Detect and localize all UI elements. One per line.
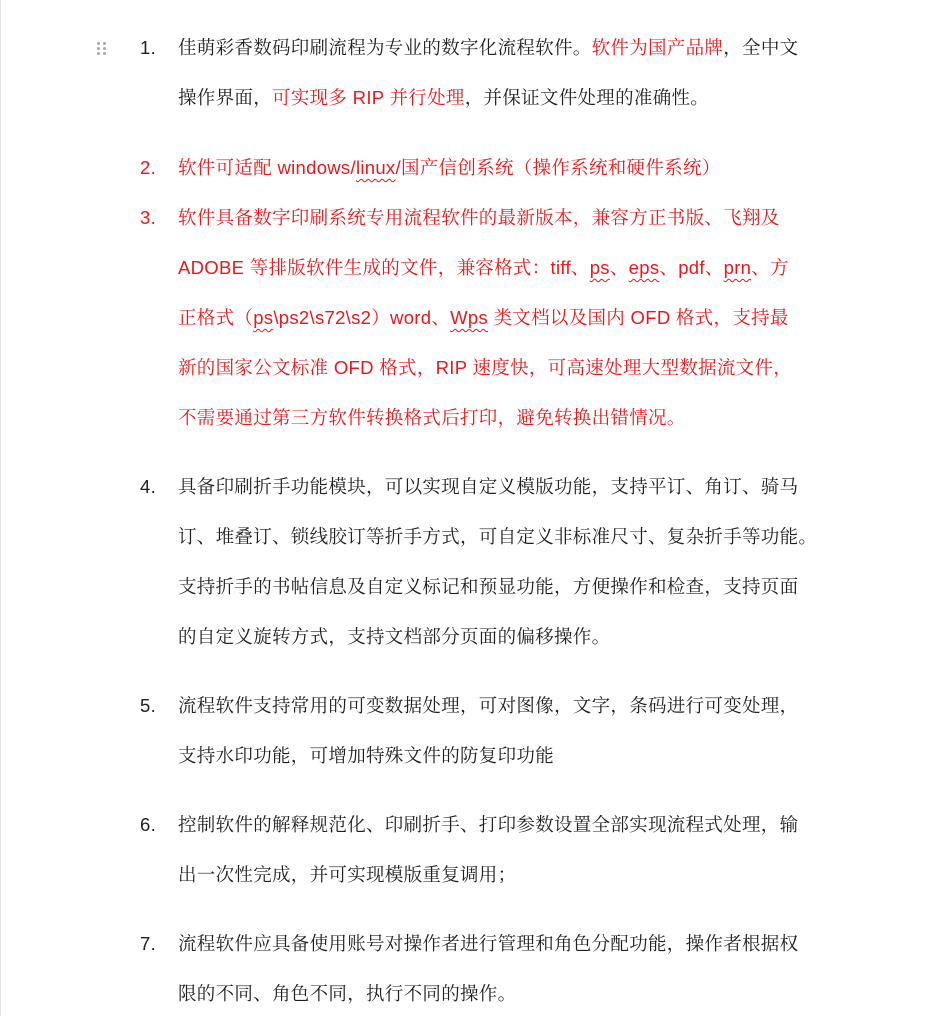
text-run: 限的不同、角色不同，执行不同的操作。 (178, 983, 517, 1004)
spellcheck-flagged-word: eps (628, 257, 660, 278)
text-run: 订、堆叠订、锁线胶订等折手方式，可自定义非标准尺寸、复杂折手等功能。 (178, 526, 818, 547)
text-run: /国产信创系统（操作系统和硬件系统） (395, 157, 721, 178)
list-number: 3. (140, 207, 157, 228)
text-run: ADOBE 等排版软件生成的文件，兼容格式：tiff、 (178, 257, 590, 278)
list-number: 5. (140, 695, 157, 716)
text-run: 操作界面， (178, 87, 273, 108)
list-number: 2. (140, 157, 157, 178)
text-run: 流程软件应具备使用账号对操作者进行管理和角色分配功能，操作者根据权 (178, 933, 799, 954)
text-run: 不需要通过第三方软件转换格式后打印，避免转换出错情况。 (178, 407, 686, 428)
text-run: 正格式（ (178, 307, 254, 328)
text-line (178, 731, 818, 781)
drag-handle-icon[interactable] (97, 42, 109, 56)
text-run: 出一次性完成，并可实现模版重复调用； (178, 864, 517, 885)
text-line (178, 850, 818, 900)
text-line (178, 243, 818, 293)
list-item-text (178, 193, 818, 443)
text-line (178, 681, 818, 731)
list-item-3[interactable] (140, 193, 820, 443)
text-line (178, 393, 818, 443)
list-item-text (178, 462, 818, 662)
list-item-text (178, 919, 818, 1019)
text-line (178, 562, 818, 612)
list-item-text (178, 681, 818, 781)
text-run: 、pdf、 (659, 257, 724, 278)
text-run: 可实现多 RIP 并行处理 (272, 87, 465, 108)
list-number: 7. (140, 933, 157, 954)
text-run: 流程软件支持常用的可变数据处理，可对图像，文字，条码进行可变处理， (178, 695, 799, 716)
text-line (178, 143, 818, 193)
text-line (178, 969, 818, 1019)
text-run: 新的国家公文标准 OFD 格式，RIP 速度快，可高速处理大型数据流文件， (178, 357, 793, 378)
text-run: 具备印刷折手功能模块，可以实现自定义模版功能，支持平订、角订、骑马 (178, 476, 799, 497)
text-run: 、方 (751, 257, 789, 278)
list-item-5[interactable] (140, 681, 820, 781)
text-run: 支持水印功能，可增加特殊文件的防复印功能 (178, 745, 555, 766)
text-run: 软件为国产品牌 (591, 37, 724, 58)
text-line (178, 343, 818, 393)
list-item-text (178, 800, 818, 900)
text-line (178, 293, 818, 343)
page-left-border (0, 0, 1, 1016)
text-run: 、 (609, 257, 629, 278)
text-line (178, 73, 818, 123)
list-item-text (178, 143, 818, 193)
list-item-text (178, 23, 818, 123)
text-run: 控制软件的解释规范化、印刷折手、打印参数设置全部实现流程式处理，输 (178, 814, 799, 835)
text-run: 类文档以及国内 OFD 格式，支持最 (488, 307, 789, 328)
list-number: 4. (140, 476, 157, 497)
text-run: ，全中文 (723, 37, 799, 58)
spellcheck-flagged-word: ps (589, 257, 610, 278)
text-run: 软件可适配 windows/ (178, 157, 356, 178)
text-run: 佳萌彩香数码印刷流程为专业的数字化流程软件。 (178, 37, 592, 58)
spellcheck-flagged-word: ps (253, 307, 274, 328)
text-run: 的自定义旋转方式，支持文档部分页面的偏移操作。 (178, 626, 611, 647)
text-line (178, 193, 818, 243)
list-item-6[interactable] (140, 800, 820, 900)
list-item-1[interactable] (140, 23, 820, 123)
list-number: 1. (140, 37, 157, 58)
text-line (178, 612, 818, 662)
text-line (178, 23, 818, 73)
text-line (178, 800, 818, 850)
text-run: 支持折手的书帖信息及自定义标记和预显功能，方便操作和检查，支持页面 (178, 576, 799, 597)
text-line (178, 462, 818, 512)
text-line (178, 512, 818, 562)
text-run: 软件具备数字印刷系统专用流程软件的最新版本，兼容方正书版、飞翔及 (178, 207, 780, 228)
text-run: ，并保证文件处理的准确性。 (464, 87, 710, 108)
list-item-7[interactable] (140, 919, 820, 1019)
spellcheck-flagged-word: prn (723, 257, 752, 278)
list-item-2[interactable] (140, 143, 820, 193)
text-run: \ps2\s72\s2）word、 (273, 307, 451, 328)
list-item-4[interactable] (140, 462, 820, 662)
list-number: 6. (140, 814, 157, 835)
spellcheck-flagged-word: Wps (450, 307, 489, 328)
text-line (178, 919, 818, 969)
spellcheck-flagged-word: linux (355, 157, 396, 178)
